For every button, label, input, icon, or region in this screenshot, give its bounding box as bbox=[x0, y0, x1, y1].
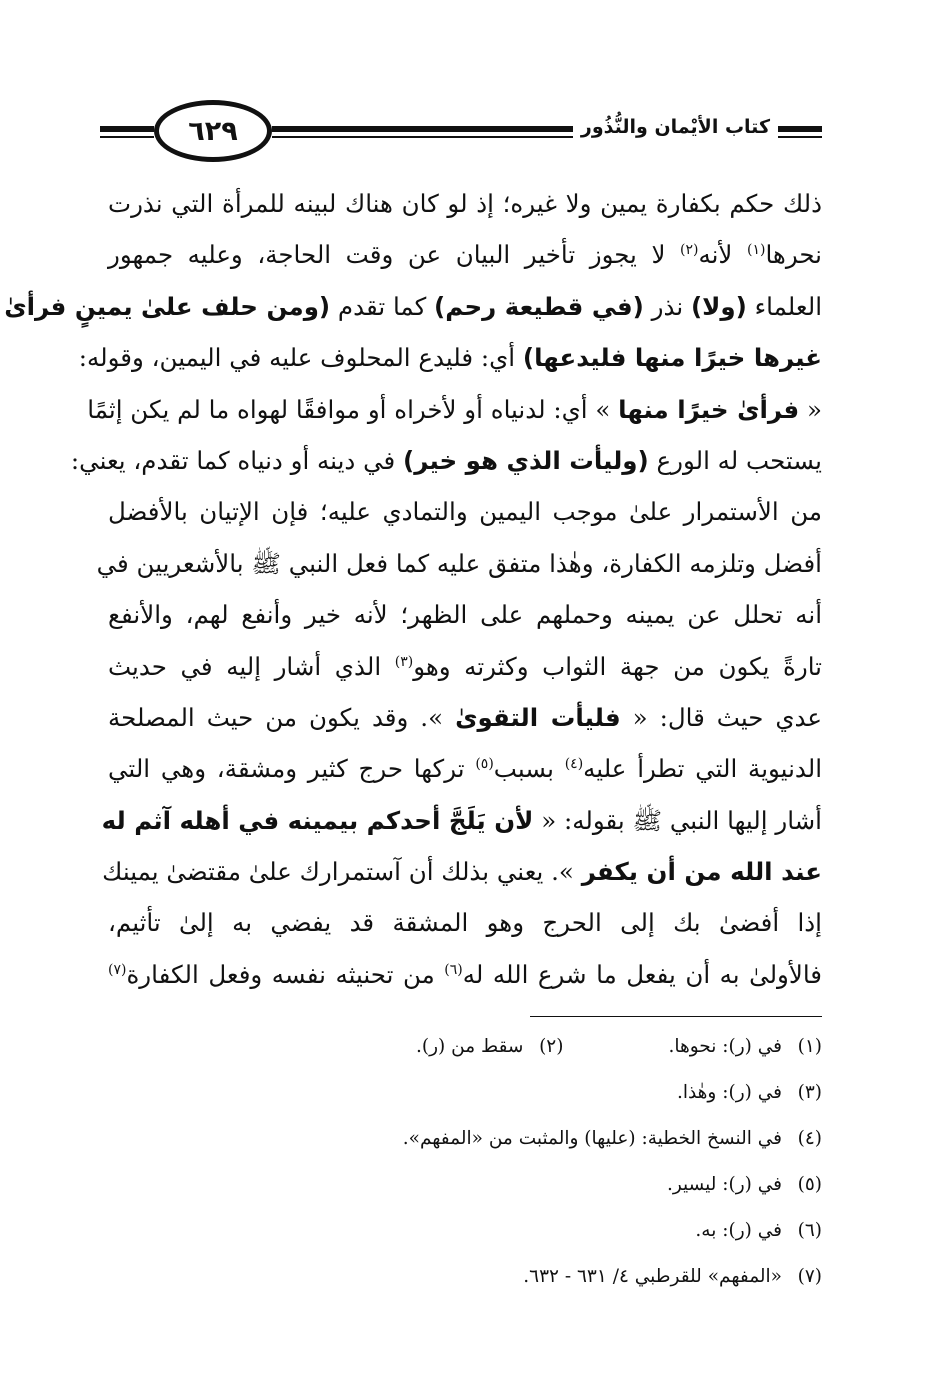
text-run: أنه تحلل عن يمينه وحملهم على الظهر؛ لأنه خير وأنفع لهم، والأنفع bbox=[108, 600, 822, 630]
quoted-text: (في قطيعة رحم) bbox=[434, 291, 644, 321]
text-run: من الأستمرار علىٰ موجب اليمين والتمادي عليه؛ فإن الإتيان بالأفضل bbox=[108, 497, 822, 527]
text-line bbox=[70, 435, 822, 486]
footnote-text: في (ر): وهٰذا. bbox=[676, 1082, 782, 1103]
text-line bbox=[108, 949, 822, 1000]
text-run: نحرها bbox=[765, 240, 822, 270]
footnote bbox=[262, 1116, 822, 1162]
footnote bbox=[262, 1208, 822, 1254]
text-run: أفضل وتلزمه الكفارة، وهٰذا متفق عليه كما فعل النبي ﷺ بالأشعريين في bbox=[96, 548, 822, 578]
text-run: العلماء bbox=[746, 291, 822, 321]
text-run: من تحنيثه نفسه وفعل الكفارة bbox=[126, 959, 445, 989]
footnote-text: سقط من (ر). bbox=[416, 1036, 524, 1057]
quoted-text: عند الله من أن يكفر bbox=[581, 857, 822, 887]
page-header bbox=[100, 96, 822, 170]
text-run: ». يعني بذلك أن آستمرارك علىٰ مقتضىٰ يمينك bbox=[102, 857, 582, 887]
quoted-text: (وليأت الذي هو خير) bbox=[403, 445, 649, 475]
footnotes bbox=[262, 1024, 822, 1300]
text-line bbox=[108, 692, 822, 743]
footnote-number: (١) bbox=[797, 1036, 822, 1057]
text-run: ». وقد يكون من حيث المصلحة bbox=[108, 702, 456, 732]
quoted-text: غيرها خيرًا منها فليدعها) bbox=[522, 343, 822, 373]
text-run: يستحب له الورع bbox=[648, 445, 822, 475]
text-line bbox=[96, 538, 822, 589]
text-run: الذي أشار إليه في حديث bbox=[108, 651, 395, 681]
text-run: أشار إليها النبي ﷺ بقوله: « bbox=[533, 805, 822, 835]
text-run: » أي: لدنياه أو لأخراه أو موافقًا لهواه ما لم يكن إثمًا bbox=[87, 394, 619, 424]
footnote-number: (٧) bbox=[797, 1266, 822, 1287]
text-run: تارةً يكون من جهة الثواب وكثرته وهو bbox=[413, 651, 822, 681]
text-run: كما تقدم bbox=[330, 291, 435, 321]
quoted-text: فرأىٰ خيرًا منها bbox=[618, 394, 800, 424]
footnote-marker: (٤) bbox=[564, 756, 584, 773]
footnote-marker: (١) bbox=[746, 242, 766, 259]
text-line bbox=[108, 229, 822, 280]
footnote-separator bbox=[530, 1016, 822, 1017]
quoted-text: (ولا) bbox=[690, 291, 747, 321]
header-rule bbox=[100, 136, 154, 138]
footnote bbox=[262, 1254, 822, 1300]
footnote-text: في النسخ الخطية: (عليها) والمثبت من «المفهم». bbox=[402, 1128, 782, 1149]
text-run: ذلك حكم بكفارة يمين ولا غيره؛ إذ لو كان هناك لبينه للمرأة التي نذرت bbox=[108, 189, 822, 218]
text-line bbox=[101, 795, 822, 846]
text-run: فالأولىٰ به أن يفعل ما شرع الله له bbox=[462, 959, 823, 989]
text-run: لا يجوز تأخير البيان عن وقت الحاجة، وعليه جمهور bbox=[108, 240, 680, 270]
footnote-text: في (ر): به. bbox=[695, 1220, 782, 1241]
footnote bbox=[262, 1024, 822, 1070]
text-line bbox=[102, 846, 822, 897]
text-run: إذا أفضىٰ بك إلى الحرج وهو المشقة قد يفضي به إلىٰ تأثيم، bbox=[108, 908, 822, 938]
text-line bbox=[108, 743, 822, 794]
footnote-number: (٤) bbox=[797, 1128, 822, 1149]
header-rule bbox=[100, 126, 154, 132]
page-number: ٦٢٩ bbox=[154, 100, 272, 162]
quoted-text: لأن يَلَجَّ أحدكم بيمينه في أهله آثم له bbox=[101, 805, 534, 835]
footnote-marker: (٣) bbox=[394, 653, 414, 670]
footnote-number: (٦) bbox=[797, 1220, 822, 1241]
footnote-number: (٣) bbox=[797, 1082, 822, 1103]
footnote-marker: (٢) bbox=[680, 242, 699, 259]
text-run: « bbox=[799, 394, 822, 424]
text-line bbox=[108, 589, 822, 640]
text-line bbox=[87, 384, 822, 435]
text-line bbox=[108, 178, 822, 229]
footnote-text: في (ر): نحوها. bbox=[668, 1036, 782, 1057]
main-text bbox=[4, 178, 823, 1000]
text-line bbox=[108, 486, 822, 537]
book-title: كتاب الأيْمان والنُّذُور bbox=[573, 116, 778, 138]
footnote-text: «المفهم» للقرطبي ٤/ ٦٣١ - ٦٣٢. bbox=[523, 1266, 782, 1287]
text-run: بسبب bbox=[493, 754, 565, 784]
quoted-text: (ومن حلف علىٰ يمينٍ فرأىٰ bbox=[4, 291, 331, 321]
text-line bbox=[108, 897, 822, 948]
text-run: تركها حرج كثير ومشقة، وهي التي bbox=[108, 754, 476, 784]
footnote-number: (٥) bbox=[797, 1174, 822, 1195]
footnote-marker: (٧) bbox=[108, 961, 127, 978]
text-run: لأنه bbox=[698, 240, 747, 270]
quoted-text: فليأت التقوىٰ bbox=[455, 702, 621, 732]
footnote bbox=[262, 1070, 822, 1116]
text-run: عدي حيث قال: « bbox=[620, 702, 822, 732]
footnote-text: في (ر): ليسير. bbox=[666, 1174, 782, 1195]
text-line bbox=[4, 281, 822, 332]
footnote-number: (٢) bbox=[539, 1036, 564, 1057]
text-run: أي: فليدع المحلوف عليه في اليمين، وقوله: bbox=[78, 343, 523, 373]
footnote bbox=[262, 1162, 822, 1208]
text-line bbox=[78, 332, 822, 383]
text-run: نذر bbox=[643, 291, 691, 321]
footnote-marker: (٦) bbox=[444, 961, 463, 978]
footnote-marker: (٥) bbox=[475, 756, 494, 773]
text-line bbox=[108, 641, 822, 692]
text-run: الدنيوية التي تطرأ عليه bbox=[583, 754, 823, 784]
text-run: في دينه أو دنياه كما تقدم، يعني: bbox=[70, 445, 404, 475]
